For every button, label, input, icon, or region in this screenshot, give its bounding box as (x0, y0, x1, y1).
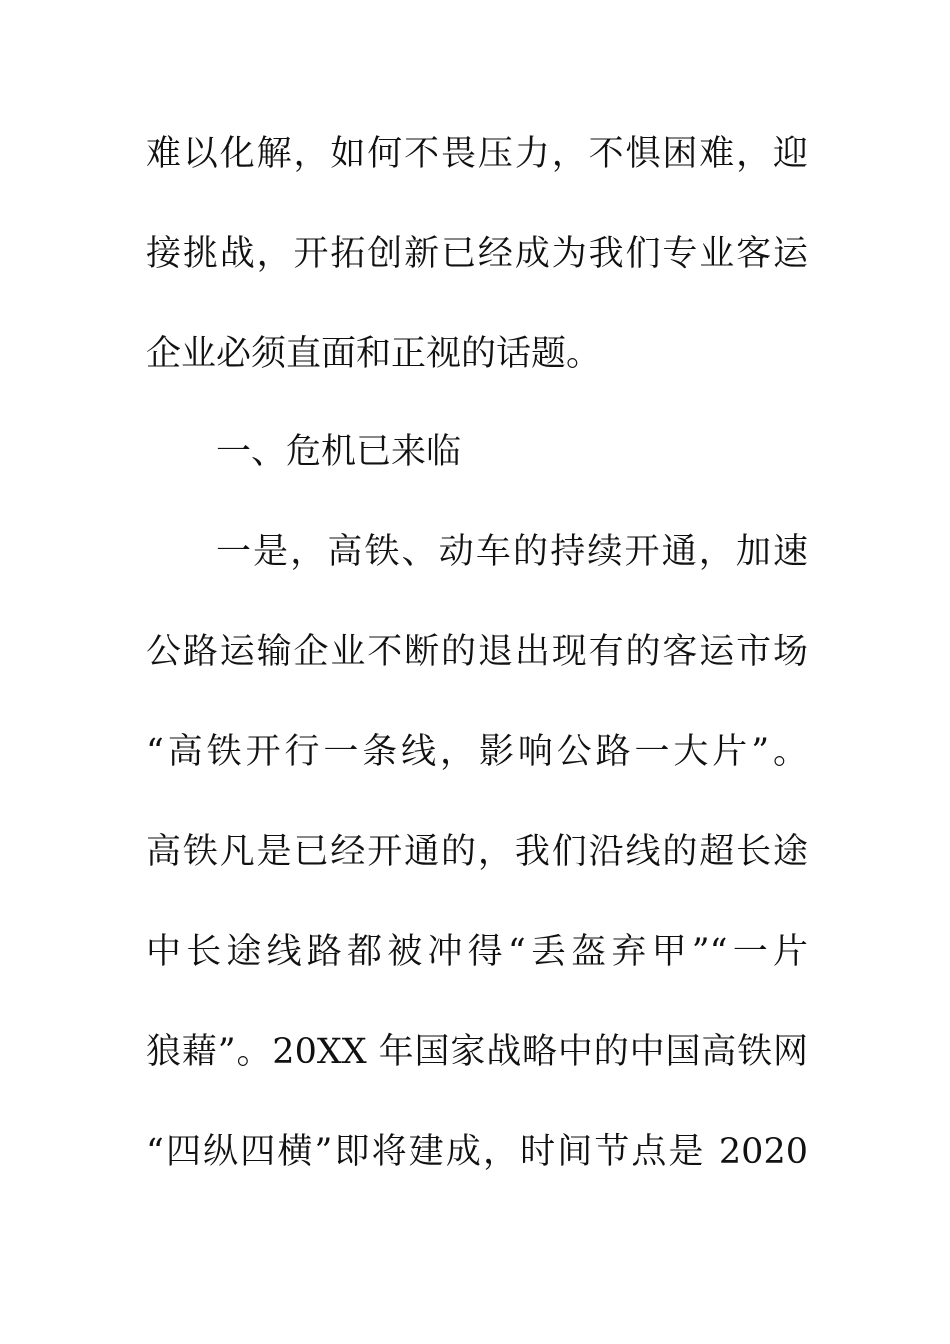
paragraph-line-1: 难以化解，如何不畏压力，不惧困难，迎 (146, 134, 808, 174)
paragraph-line-2: 接挑战，开拓创新已经成为我们专业客运 (146, 234, 808, 274)
paragraph-line-5: 公路运输企业不断的退出现有的客运市场 (146, 632, 808, 672)
paragraph-line-10: “四纵四横”即将建成，时间节点是 2020 (146, 1132, 808, 1172)
paragraph-line-6: “高铁开行一条线，影响公路一大片”。 (146, 732, 808, 772)
paragraph-line-9: 狼藉”。20XX 年国家战略中的中国高铁网 (146, 1032, 808, 1072)
paragraph-line-8: 中长途线路都被冲得“丢盔弃甲”“一片 (146, 932, 808, 972)
paragraph-line-4: 一是，高铁、动车的持续开通，加速 (216, 532, 808, 572)
paragraph-line-7: 高铁凡是已经开通的，我们沿线的超长途 (146, 832, 808, 872)
section-heading: 一、危机已来临 (216, 432, 462, 472)
paragraph-line-3: 企业必须直面和正视的话题。 (146, 334, 602, 374)
